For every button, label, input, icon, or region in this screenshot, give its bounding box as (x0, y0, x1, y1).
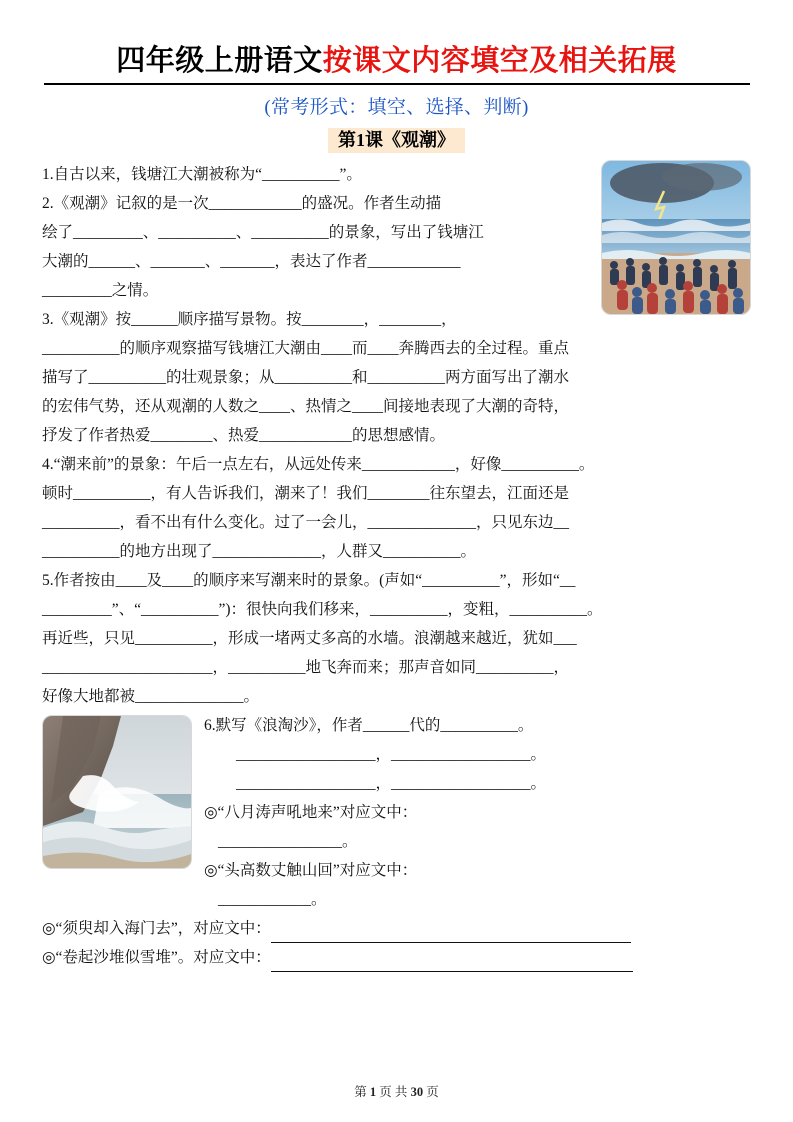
question-5-line-2: _________”、“__________”)：很快向我们移来，__________，变粗，__________。 (42, 601, 603, 618)
lesson-heading-label: 第1课《观潮》 (328, 128, 465, 153)
memorize-verse-line-2: __________________，__________________。 (236, 775, 547, 792)
title-red-part: 按课文内容填空及相关拓展 (322, 45, 677, 77)
illustration-tide-crowd-graphic (602, 161, 750, 314)
match-quote-3-label: ◎“须臾却入海门去”，对应文中： (42, 920, 271, 937)
question-3-line-5: 抒发了作者热爱________、热爱____________的思想感情。 (42, 427, 446, 444)
title-black-part: 四年级上册语文 (116, 45, 323, 77)
match-quote-3 (42, 914, 751, 943)
match-blank-4 (271, 954, 633, 972)
question-5-line-1: 5.作者按由____及____的顺序来写潮来时的景象。(声如“__________”，形如“__ (42, 572, 576, 589)
illustration-wave-rock (42, 715, 192, 869)
question-4-line-3: __________，看不出有什么变化。过了一会儿，______________，只见东边__ (42, 514, 570, 531)
illustration-wave-rock-graphic (43, 716, 191, 868)
question-3-line-4: 的宏伟气势，还从观潮的人数之____、热情之____间接地表现了大潮的奇特， (42, 398, 570, 415)
page-title (42, 38, 751, 79)
page-footer (0, 1082, 793, 1100)
illustration-tide-crowd (601, 160, 751, 315)
footer-total-pages: 30 (410, 1085, 424, 1099)
match-quote-4-label: ◎“卷起沙堆似雪堆”。对应文中： (42, 949, 271, 966)
lesson-heading (42, 126, 751, 152)
footer-page-number: 1 (369, 1085, 377, 1099)
question-5-line-5: 好像大地都被______________。 (42, 688, 260, 705)
question-2-line-2: 绘了_________、__________、__________的景象，写出了钱塘江 (42, 224, 484, 241)
match-blank-1: ________________。 (218, 833, 358, 850)
title-underline (44, 83, 750, 85)
question-2-line-1: 2.《观潮》记叙的是一次____________的盛况。作者生动描 (42, 195, 442, 212)
question-5-line-4: ______________________，__________地飞奔而来；那声音如同__________， (42, 659, 570, 676)
question-4-line-4: __________的地方出现了______________，人群又__________。 (42, 543, 477, 560)
match-blank-3 (271, 925, 631, 943)
question-3-line-3: 描写了__________的壮观景象；从__________和__________两方面写出了潮水 (42, 369, 570, 386)
question-2-line-4: _________之情。 (42, 282, 159, 299)
page-subtitle: (常考形式：填空、选择、判断) (264, 97, 529, 118)
question-3-line-2: __________的顺序观察描写钱塘江大潮由____而____奔腾西去的全过程。重点 (42, 340, 570, 357)
question-5-line-3: 再近些，只见__________，形成一堵两丈多高的水墙。浪潮越来越近，犹如___ (42, 630, 577, 647)
footer-mid: 页 共 (379, 1085, 408, 1099)
question-1-line-1: 1.自古以来，钱塘江大潮被称为“__________”。 (42, 166, 362, 183)
memorize-verse-line-1: __________________，__________________。 (236, 746, 547, 763)
memorize-intro: 6.默写《浪淘沙》，作者______代的__________。 (204, 717, 534, 734)
match-quote-4 (42, 943, 751, 972)
footer-prefix: 第 (354, 1085, 367, 1099)
footer-suffix: 页 (426, 1085, 439, 1099)
question-4-line-2: 顿时__________，有人告诉我们，潮来了！我们________往东望去，江面还是 (42, 485, 570, 502)
match-quote-2: ◎“头高数丈触山回”对应文中： (204, 862, 418, 879)
match-quote-1: ◎“八月涛声吼地来”对应文中： (204, 804, 418, 821)
worksheet-content (42, 160, 751, 972)
match-blank-2: ____________。 (218, 891, 327, 908)
question-2-line-3: 大潮的______、_______、_______，表达了作者____________ (42, 253, 461, 270)
question-3-line-1: 3.《观潮》按______顺序描写景物。按________，________， (42, 311, 457, 328)
question-4-line-1: 4.“潮来前”的景象：午后一点左右，从远处传来____________，好像__________。 (42, 456, 595, 473)
